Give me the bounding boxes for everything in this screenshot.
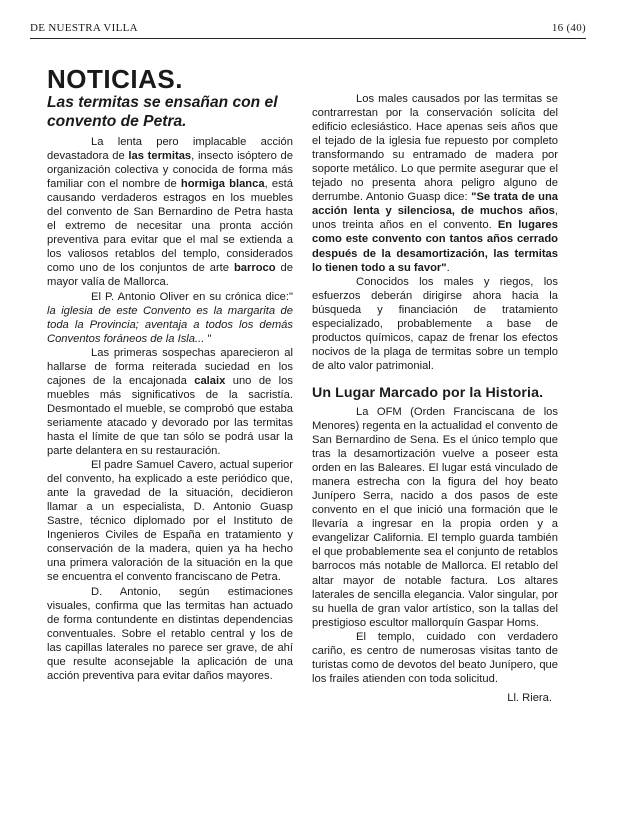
- paragraph: El templo, cuidado con verdadero cariño, es centro de numerosas visitas tanto de turistas como de devotos del beato Junípero, que los frailes atienden con toda solicitud.: [312, 630, 558, 685]
- section-title: NOTICIAS.: [47, 64, 183, 94]
- bold-quote: "Se trata de una acción lenta y silenciosa, de muchos años: [312, 191, 558, 218]
- paragraph: [47, 290, 293, 346]
- column-left: [47, 66, 293, 683]
- italic-quote: la iglesia de este Convento es la margarita de toda la Provincia; aventaja a todos los demás Conventos foráneos de la Isla...: [47, 304, 293, 345]
- text: , unos treinta años en el convento.: [312, 205, 558, 232]
- publication-name: DE NUESTRA VILLA: [30, 22, 138, 34]
- subheading: Un Lugar Marcado por la Historia.: [312, 384, 544, 401]
- paragraph: La OFM (Orden Franciscana de los Menores) regenta en la actualidad el convento de San Bernardino de Sena. Es el único templo que tras la desamortización vuelve a poseer esta orden en las Baleares. El lugar está vinculado de manera estrecha con la figura del hoy beato Junípero Serra, nacido a dos pasos de este convento en el que inició una formación que le llevaría a ingresar en la propia orden y a evangelizar California. El templo guarda también el que probablemente sea el conjunto de retablos barrocos más notable de Mallorca. El retablo del altar mayor de notable factura. Los altares laterales de sencilla elegancia. Valor singular, por su huella de gran valor artístico, son la tallas del prestigioso escultor mallorquín Gaspar Homs.: [312, 405, 558, 629]
- author-signature: Ll. Riera.: [507, 691, 552, 704]
- text: Los males causados por las termitas se contrarrestan por la conservación solícita del edificio eclesiástico. Hace apenas seis años que el tejado de la iglesia fue repuesto por completo transformando su entramado de madera por soporte metálico. Lo que permite asegurar que el tejado no presenta ahora peligro alguno de derrumbe. Antonio Guasp dice:: [312, 93, 558, 204]
- text: La lenta pero implacable acción devastadora de: [47, 136, 293, 163]
- text: Las primeras sospechas aparecieron al hallarse de forma reiterada suciedad en los cajones de la encajonada: [47, 346, 293, 387]
- page-number: 16 (40): [551, 22, 586, 34]
- text: uno de los muebles más significativos de la sacristía. Desmontado el mueble, se comprobó que estaba seriamente atacado y devorado por las termitas hasta el límite de que tan sólo se podrá usar la parte delantera en su restauración.: [47, 374, 293, 458]
- bold-quote: En lugares como este convento con tantos años cerrado después de la desamortización, las termitas lo tienen todo a su favor": [312, 219, 558, 274]
- article-title: Las termitas se ensañan con el convento de Petra.: [47, 94, 278, 130]
- paragraph: [47, 346, 293, 458]
- text: de mayor valía de Mallorca.: [47, 262, 293, 289]
- bold-text: barroco: [233, 262, 276, 275]
- column-right: [312, 92, 558, 705]
- text: ": [204, 332, 212, 345]
- page-header: [30, 22, 586, 39]
- text: , está causando verdaderos estragos en los muebles del convento de San Bernardino de Petra hasta el extremo de necesitar una pronta acción preventiva para evitar que el mal se extienda a los valiosos retablos del templo, considerados como uno de los conjuntos de arte: [47, 178, 293, 275]
- bold-text: hormiga blanca: [180, 178, 265, 191]
- paragraph: D. Antonio, según estimaciones visuales, confirma que las termitas han actuado de forma contundente en distintas dependencias conventuales. Sobre el retablo central y los de las capillas laterales no parece ser grave, de ahí que resulte aconsejable la aplicación de una acción preventiva para evitar daños mayores.: [47, 585, 293, 682]
- text: , insecto isóptero de organización colectiva y conocida de forma más familiar con el nombre de: [47, 150, 293, 191]
- paragraph: El padre Samuel Cavero, actual superior del convento, ha explicado a este periódico que, ante la gravedad de la situación, decidieron llamar a un especialista, D. Antonio Guasp Sastre, técnico diplomado por el Instituto de Ingenieros Civiles de España en tratamiento y conservación de la madera, quien ya ha hecho una primera valoración de la situación en la que se encuentra el convento franciscano de Petra.: [47, 459, 293, 584]
- paragraph: Conocidos los males y riegos, los esfuerzos deberán dirigirse ahora hacia la búsqueda y financiación de tratamiento especializado, probablemente a base de productos químicos, capaz de frenar los efectos nocivos de la plaga de termitas sobre un templo de alto valor patrimonial.: [312, 275, 558, 372]
- text: .: [446, 261, 450, 274]
- paragraph: [47, 135, 293, 290]
- paragraph: [312, 92, 558, 275]
- bold-text: las termitas: [128, 150, 192, 163]
- bold-text: calaix: [194, 374, 226, 387]
- text: El P. Antonio Oliver en su crónica dice:": [91, 290, 293, 303]
